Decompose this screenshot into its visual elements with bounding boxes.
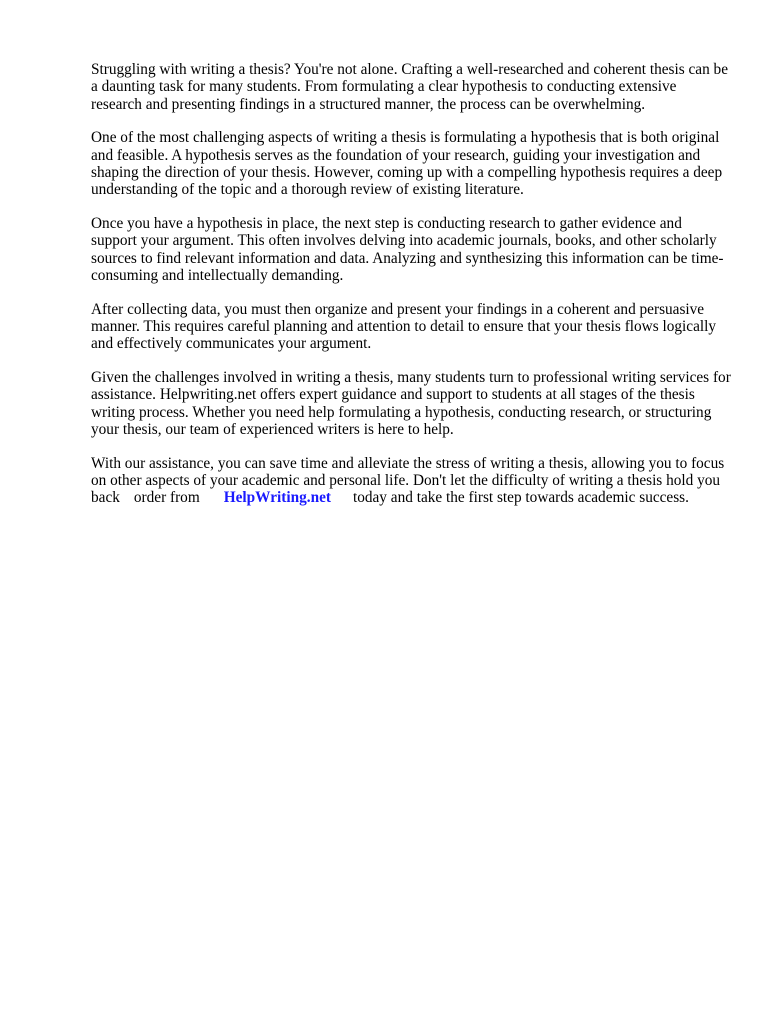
paragraph-hypothesis: One of the most challenging aspects of writing a thesis is formulating a hypothesis that is both original and feasible. A hypothesis serves as the foundation of your research, guiding your investigation and shaping the direction of your thesis. However, coming up with a compelling hypothesis requires a deep understanding of the topic and a thorough review of existing literature. — [91, 129, 723, 199]
paragraph-closing — [91, 455, 731, 507]
document-body — [91, 61, 731, 523]
order-text: order from — [133, 489, 200, 507]
paragraph-intro: Struggling with writing a thesis? You're not alone. Crafting a well-researched and coherent thesis can be a daunting task for many students. From formulating a clear hypothesis to conducting extensive research and presenting findings in a structured manner, the process can be overwhelming. — [91, 61, 728, 113]
paragraph-services: Given the challenges involved in writing a thesis, many students turn to professional writing services for assistance. Helpwriting.net offers expert guidance and support to students at all stages of the thesis writing process. Whether you need help formulating a hypothesis, conducting research, or structuring your thesis, our team of experienced writers is here to help. — [91, 369, 731, 439]
helpwriting-link[interactable]: HelpWriting.net — [223, 489, 331, 507]
closing-text-after: today and take the first step towards academic success. — [352, 489, 689, 507]
closing-text: With our assistance, you can save time and alleviate the stress of writing a thesis, allowing you to focus on other aspects of your academic and personal life. Don't let the difficulty of writing a thesis hold you back — [91, 454, 725, 507]
paragraph-organize: After collecting data, you must then organize and present your findings in a coherent and persuasive manner. This requires careful planning and attention to detail to ensure that your thesis flows logically and effectively communicates your argument. — [91, 300, 717, 353]
paragraph-research: Once you have a hypothesis in place, the next step is conducting research to gather evidence and support your argument. This often involves delving into academic journals, books, and other scholarly sources to find relevant information and data. Analyzing and synthesizing this information can be time-consuming and intellectually demanding. — [91, 215, 724, 284]
